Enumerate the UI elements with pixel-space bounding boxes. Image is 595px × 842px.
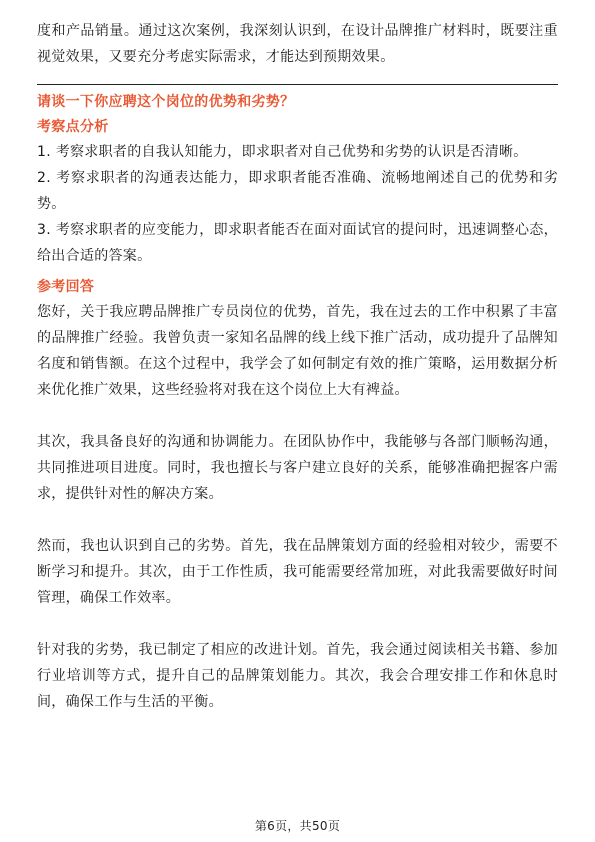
interview-question: 请谈一下你应聘这个岗位的优势和劣势？ <box>37 94 295 110</box>
answer-paragraph-2: 其次，我具备良好的沟通和协调能力。在团队协作中，我能够与各部门顺畅沟通，共同推进项目进度。同时，我也擅长与客户建立良好的关系，能够准确把握客户需求，提供针对性的解决方案。 <box>37 434 558 502</box>
analysis-item-1: 1. 考察求职者的自我认知能力，即求职者对自己优势和劣势的认识是否清晰。 <box>37 144 528 160</box>
intro-paragraph: 度和产品销量。通过这次案例，我深刻认识到，在设计品牌推广材料时，既要注重视觉效果，又要充分考虑实际需求，才能达到预期效果。 <box>37 23 558 65</box>
paragraph-gap <box>37 403 558 429</box>
answer-paragraph-1: 您好，关于我应聘品牌推广专员岗位的优势，首先，我在过去的工作中积累了丰富的品牌推广经验。我曾负责一家知名品牌的线上线下推广活动，成功提升了品牌知名度和销售额。在这个过程中，我学会了如何制定有效的推广策略，运用数据分析来优化推广效果，这些经验将对我在这个岗位上大有裨益。 <box>37 304 558 398</box>
paragraph-gap <box>37 611 558 637</box>
analysis-title: 考察点分析 <box>37 119 109 135</box>
analysis-item-2: 2. 考察求职者的沟通表达能力，即求职者能否准确、流畅地阐述自己的优势和劣势。 <box>37 170 558 212</box>
section-divider <box>37 84 558 85</box>
answer-paragraph-3: 然而，我也认识到自己的劣势。首先，我在品牌策划方面的经验相对较少，需要不断学习和提升。其次，由于工作性质，我可能需要经常加班，对此我需要做好时间管理，确保工作效率。 <box>37 538 558 606</box>
analysis-item-3: 3. 考察求职者的应变能力，即求职者能否在面对面试官的提问时，迅速调整心态，给出合适的答案。 <box>37 222 558 264</box>
paragraph-gap <box>37 507 558 533</box>
answer-title: 参考回答 <box>37 279 95 295</box>
document-page <box>37 18 558 715</box>
answer-paragraph-4: 针对我的劣势，我已制定了相应的改进计划。首先，我会通过阅读相关书籍、参加行业培训等方式，提升自己的品牌策划能力。其次，我会合理安排工作和休息时间，确保工作与生活的平衡。 <box>37 642 558 710</box>
page-number: 第6页，共50页 <box>254 819 341 833</box>
